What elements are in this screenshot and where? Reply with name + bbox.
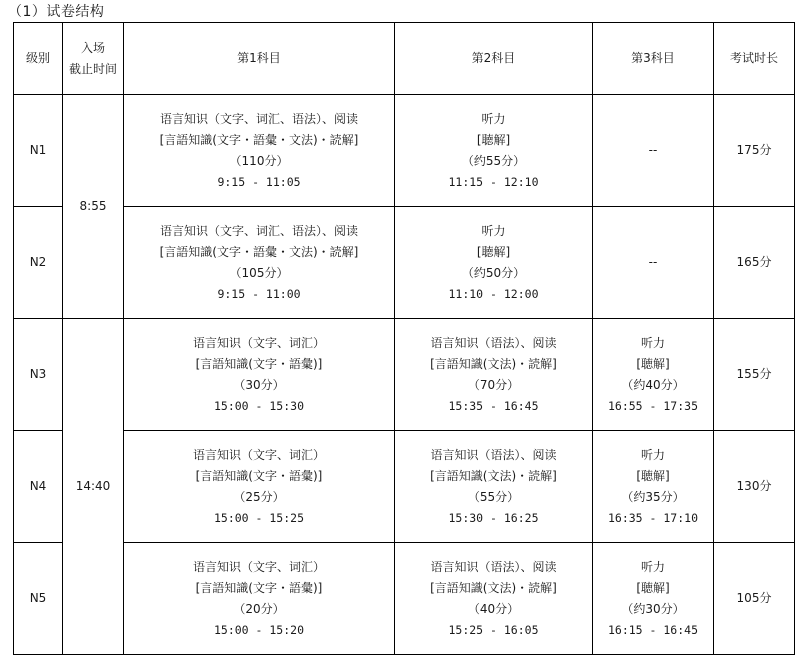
table-row-n4: [14, 431, 795, 543]
subject-name: 语言知识（文字、词汇、语法）、阅读: [159, 223, 358, 238]
subject-3-cell: [593, 207, 714, 319]
level-cell: N2: [14, 207, 63, 319]
subject-empty-mark: --: [648, 255, 658, 269]
subject-time: 15:30 - 16:25: [448, 510, 539, 525]
subject-minutes: （110分）: [229, 153, 289, 168]
subject-3-cell: [593, 431, 714, 543]
subject-1-cell: [124, 543, 395, 655]
duration-cell: 130分: [714, 431, 795, 543]
subject-time: 16:15 - 16:45: [607, 622, 698, 637]
entry-time-cell-afternoon: 14:40: [63, 319, 124, 655]
subject-time: 11:10 - 12:00: [448, 286, 539, 301]
subject-name: 语言知识（语法）、阅读: [430, 559, 557, 574]
header-entry-deadline: [63, 23, 124, 95]
subject-name-ja: [言語知識(文字・語彙・文法)・読解]: [159, 132, 359, 147]
subject-minutes: （20分）: [233, 601, 285, 616]
subject-2-cell: [395, 543, 593, 655]
subject-minutes: （约40分）: [621, 377, 685, 392]
subject-1-cell: [124, 207, 395, 319]
header-row: [14, 23, 795, 95]
subject-name: 语言知识（文字、词汇）: [192, 335, 325, 350]
subject-minutes: （约35分）: [621, 489, 685, 504]
subject-minutes: （55分）: [467, 489, 520, 504]
subject-minutes: （30分）: [233, 377, 285, 392]
exam-structure-table: [13, 22, 795, 655]
subject-time: 16:35 - 17:10: [607, 510, 698, 525]
header-subject-2: 第2科目: [395, 23, 593, 95]
subject-time: 15:25 - 16:05: [448, 622, 539, 637]
subject-2-cell: [395, 95, 593, 207]
subject-name-ja: [言語知識(文法)・読解]: [430, 468, 557, 483]
subject-name: 语言知识（文字、词汇）: [192, 559, 325, 574]
subject-3-cell: [593, 95, 714, 207]
subject-time: 15:00 - 15:30: [213, 398, 304, 413]
subject-time: 15:00 - 15:25: [213, 510, 304, 525]
subject-time: 15:35 - 16:45: [448, 398, 539, 413]
entry-time-cell-morning: 8:55: [63, 95, 124, 319]
section-caption: （1）试卷结构: [8, 4, 105, 20]
header-subject-1: 第1科目: [124, 23, 395, 95]
subject-name-ja: [聴解]: [636, 468, 670, 483]
subject-time: 9:15 - 11:05: [217, 174, 301, 189]
subject-3-cell: [593, 543, 714, 655]
subject-minutes: （70分）: [467, 377, 520, 392]
subject-1-cell: [124, 431, 395, 543]
duration-cell: 105分: [714, 543, 795, 655]
subject-minutes: （约50分）: [461, 265, 526, 280]
subject-name: 语言知识（文字、词汇）: [192, 447, 325, 462]
duration-cell: 165分: [714, 207, 795, 319]
subject-minutes: （105分）: [229, 265, 289, 280]
header-subject-3: 第3科目: [593, 23, 714, 95]
subject-2-cell: [395, 431, 593, 543]
subject-name-ja: [言語知識(文字・語彙)]: [195, 580, 323, 595]
header-level: 级别: [14, 23, 63, 95]
subject-name: 语言知识（文字、词汇、语法）、阅读: [159, 111, 358, 126]
subject-name: 听力: [481, 223, 506, 238]
header-entry-line2: 截止时间: [68, 61, 117, 76]
subject-time: 11:15 - 12:10: [448, 174, 539, 189]
subject-1-cell: [124, 319, 395, 431]
subject-name: 语言知识（语法）、阅读: [430, 447, 557, 462]
table-row-n1: [14, 95, 795, 207]
table-row-n2: [14, 207, 795, 319]
subject-2-cell: [395, 207, 593, 319]
level-cell: N5: [14, 543, 63, 655]
subject-name: 听力: [640, 559, 665, 574]
subject-name-ja: [言語知識(文法)・読解]: [430, 580, 557, 595]
subject-name-ja: [言語知識(文字・語彙)]: [195, 468, 323, 483]
table-row-n5: [14, 543, 795, 655]
subject-time: 16:55 - 17:35: [607, 398, 698, 413]
subject-name-ja: [聴解]: [636, 580, 670, 595]
header-entry-line1: 入场: [80, 40, 105, 55]
subject-minutes: （40分）: [467, 601, 520, 616]
subject-name: 听力: [640, 335, 665, 350]
subject-name: 语言知识（语法）、阅读: [430, 335, 557, 350]
subject-minutes: （25分）: [233, 489, 285, 504]
subject-minutes: （约30分）: [621, 601, 685, 616]
subject-time: 15:00 - 15:20: [213, 622, 304, 637]
subject-time: 9:15 - 11:00: [217, 286, 301, 301]
level-cell: N3: [14, 319, 63, 431]
subject-name-ja: [言語知識(文法)・読解]: [430, 356, 557, 371]
subject-1-cell: [124, 95, 395, 207]
subject-empty-mark: --: [648, 143, 658, 157]
subject-3-cell: [593, 319, 714, 431]
subject-name-ja: [聴解]: [636, 356, 670, 371]
level-cell: N4: [14, 431, 63, 543]
subject-name-ja: [聴解]: [476, 132, 511, 147]
subject-name: 听力: [640, 447, 665, 462]
subject-name-ja: [言語知識(文字・語彙・文法)・読解]: [159, 244, 359, 259]
subject-name-ja: [言語知識(文字・語彙)]: [195, 356, 323, 371]
table-row-n3: [14, 319, 795, 431]
subject-minutes: （约55分）: [461, 153, 526, 168]
subject-name-ja: [聴解]: [476, 244, 511, 259]
subject-2-cell: [395, 319, 593, 431]
subject-name: 听力: [481, 111, 506, 126]
duration-cell: 175分: [714, 95, 795, 207]
level-cell: N1: [14, 95, 63, 207]
duration-cell: 155分: [714, 319, 795, 431]
header-duration: 考试时长: [714, 23, 795, 95]
